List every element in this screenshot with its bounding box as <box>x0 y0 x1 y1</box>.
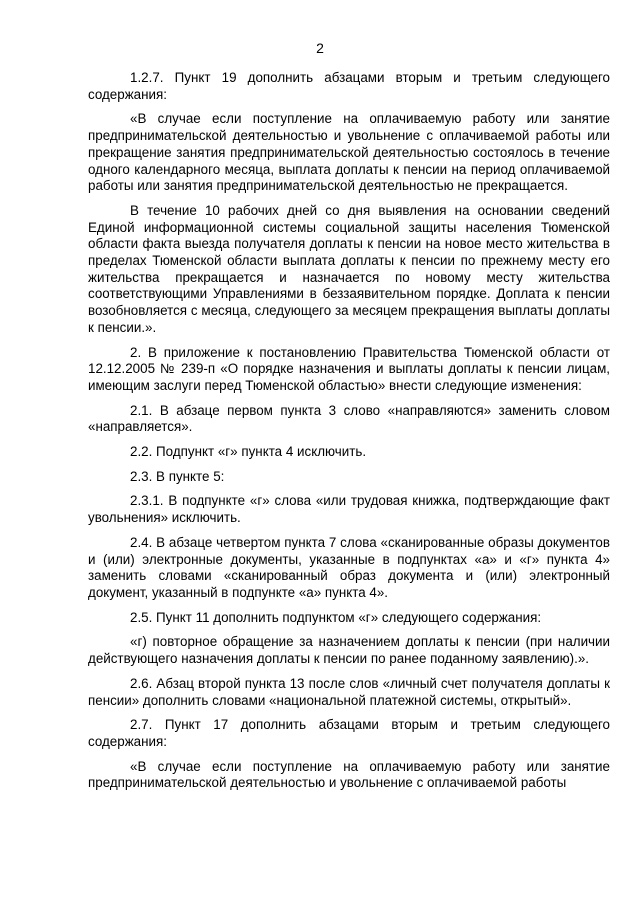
paragraph-2-3: 2.3. В пункте 5: <box>130 468 225 484</box>
paragraph-subitem-g: «г) повторное обращение за назначением доплаты к пенсии (при наличии действующего назначения доплаты к пенсии по ранее поданному заявлению).». <box>88 634 610 667</box>
page-number: 2 <box>316 40 324 56</box>
paragraph-2-5: 2.5. Пункт 11 дополнить подпунктом «г» следующего содержания: <box>130 609 542 625</box>
paragraph-2-3-1: 2.3.1. В подпункте «г» слова «или трудовая книжка, подтверждающие факт увольнения» исключить. <box>88 493 610 526</box>
paragraph-2-4: 2.4. В абзаце четвертом пункта 7 слова «сканированные образы документов и (или) электронные документы, указанные в подпунктах «а» и «г» пункта 4» заменить словами «сканированный образ документа и (или) электронный документ, указанный в подпункте «а» пункта 4». <box>88 534 610 600</box>
paragraph-2: 2. В приложение к постановлению Правительства Тюменской области от 12.12.2005 № 239-п «О порядке назначения и выплаты доплаты к пенсии лицам, имеющим заслуги перед Тюменской областью» внести следующие изменения: <box>88 344 610 393</box>
paragraph-2-2: 2.2. Подпункт «г» пункта 4 исключить. <box>130 444 367 460</box>
paragraph-2-1: 2.1. В абзаце первом пункта 3 слово «направляются» заменить словом «направляется». <box>88 402 610 435</box>
paragraph-2-6: 2.6. Абзац второй пункта 13 после слов «личный счет получателя доплаты к пенсии» дополнить словами «национальной платежной системы, открытый». <box>88 675 610 708</box>
paragraph-quote-employment: «В случае если поступление на оплачиваемую работу или занятие предпринимательской деятельностью и увольнение с оплачиваемой работы или прекращение занятия предпринимательской деятельностью состоялось в течение одного календарного месяца, выплата доплаты к пенсии на период оплачиваемой работы или занятия предпринимательской деятельностью не прекращается. <box>88 111 610 194</box>
paragraph-2-7: 2.7. Пункт 17 дополнить абзацами вторым и третьим следующего содержания: <box>88 717 610 749</box>
paragraph-1-2-7: 1.2.7. Пункт 19 дополнить абзацами вторым и третьим следующего содержания: <box>88 70 610 102</box>
document-body <box>88 70 610 800</box>
paragraph-relocation: В течение 10 рабочих дней со дня выявления на основании сведений Единой информационной системы социальной защиты населения Тюменской области факта выезда получателя доплаты к пенсии на новое место жительства в пределах Тюменской области выплата доплаты к пенсии по прежнему месту его жительства прекращается и назначается по новому месту жительства соответствующими Управлениями в беззаявительном порядке. Доплата к пенсии возобновляется с месяца, следующего за месяцем прекращения выплаты доплаты к пенсии.». <box>88 202 610 335</box>
paragraph-quote-employment-2: «В случае если поступление на оплачиваемую работу или занятие предпринимательской деятельностью и увольнение с оплачиваемой работы <box>88 758 610 791</box>
